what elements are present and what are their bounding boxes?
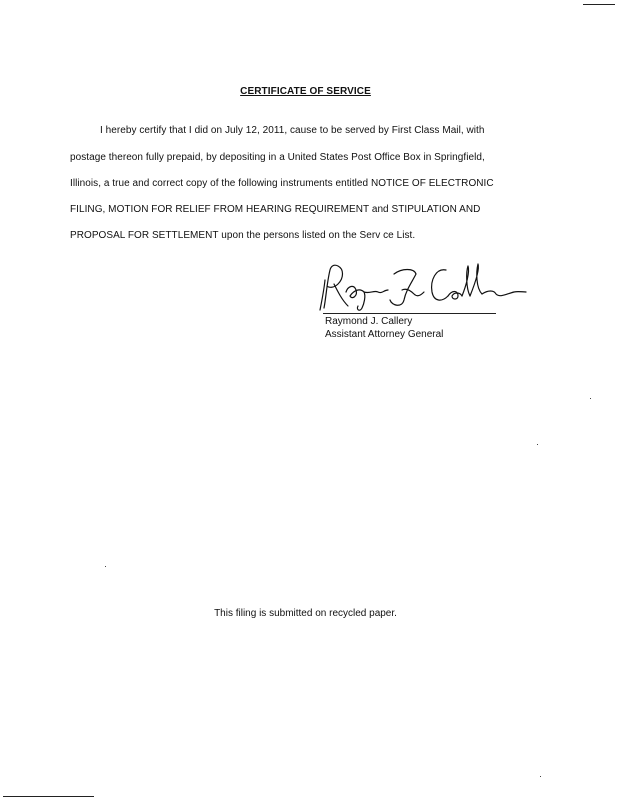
body-line-4: FILING, MOTION FOR RELIEF FROM HEARING REQUIREMENT and STIPULATION AND: [70, 204, 481, 215]
body-line-2: postage thereon fully prepaid, by depositing in a United States Post Office Box in Springfield,: [70, 152, 485, 163]
scan-speck: [105, 566, 106, 567]
scan-speck: [537, 444, 538, 445]
signer-name: Raymond J. Callery: [325, 316, 413, 327]
signature-line: [323, 313, 496, 314]
handwritten-signature: [318, 260, 528, 312]
top-right-rule: [583, 4, 615, 5]
scan-speck: [540, 776, 541, 777]
body-line-3: Illinois, a true and correct copy of the following instruments entitled NOTICE OF ELECTRONIC: [70, 178, 494, 189]
certificate-title: CERTIFICATE OF SERVICE: [240, 86, 371, 97]
body-line-1: I hereby certify that I did on July 12, 2011, cause to be served by First Class Mail, with: [100, 125, 485, 136]
body-line-5: PROPOSAL FOR SETTLEMENT upon the persons listed on the Serv ce List.: [70, 230, 416, 241]
bottom-left-rule: [3, 796, 94, 797]
scan-speck: [590, 398, 591, 399]
signer-title: Assistant Attorney General: [325, 329, 444, 340]
recycled-paper-note: This filing is submitted on recycled paper.: [214, 608, 397, 619]
